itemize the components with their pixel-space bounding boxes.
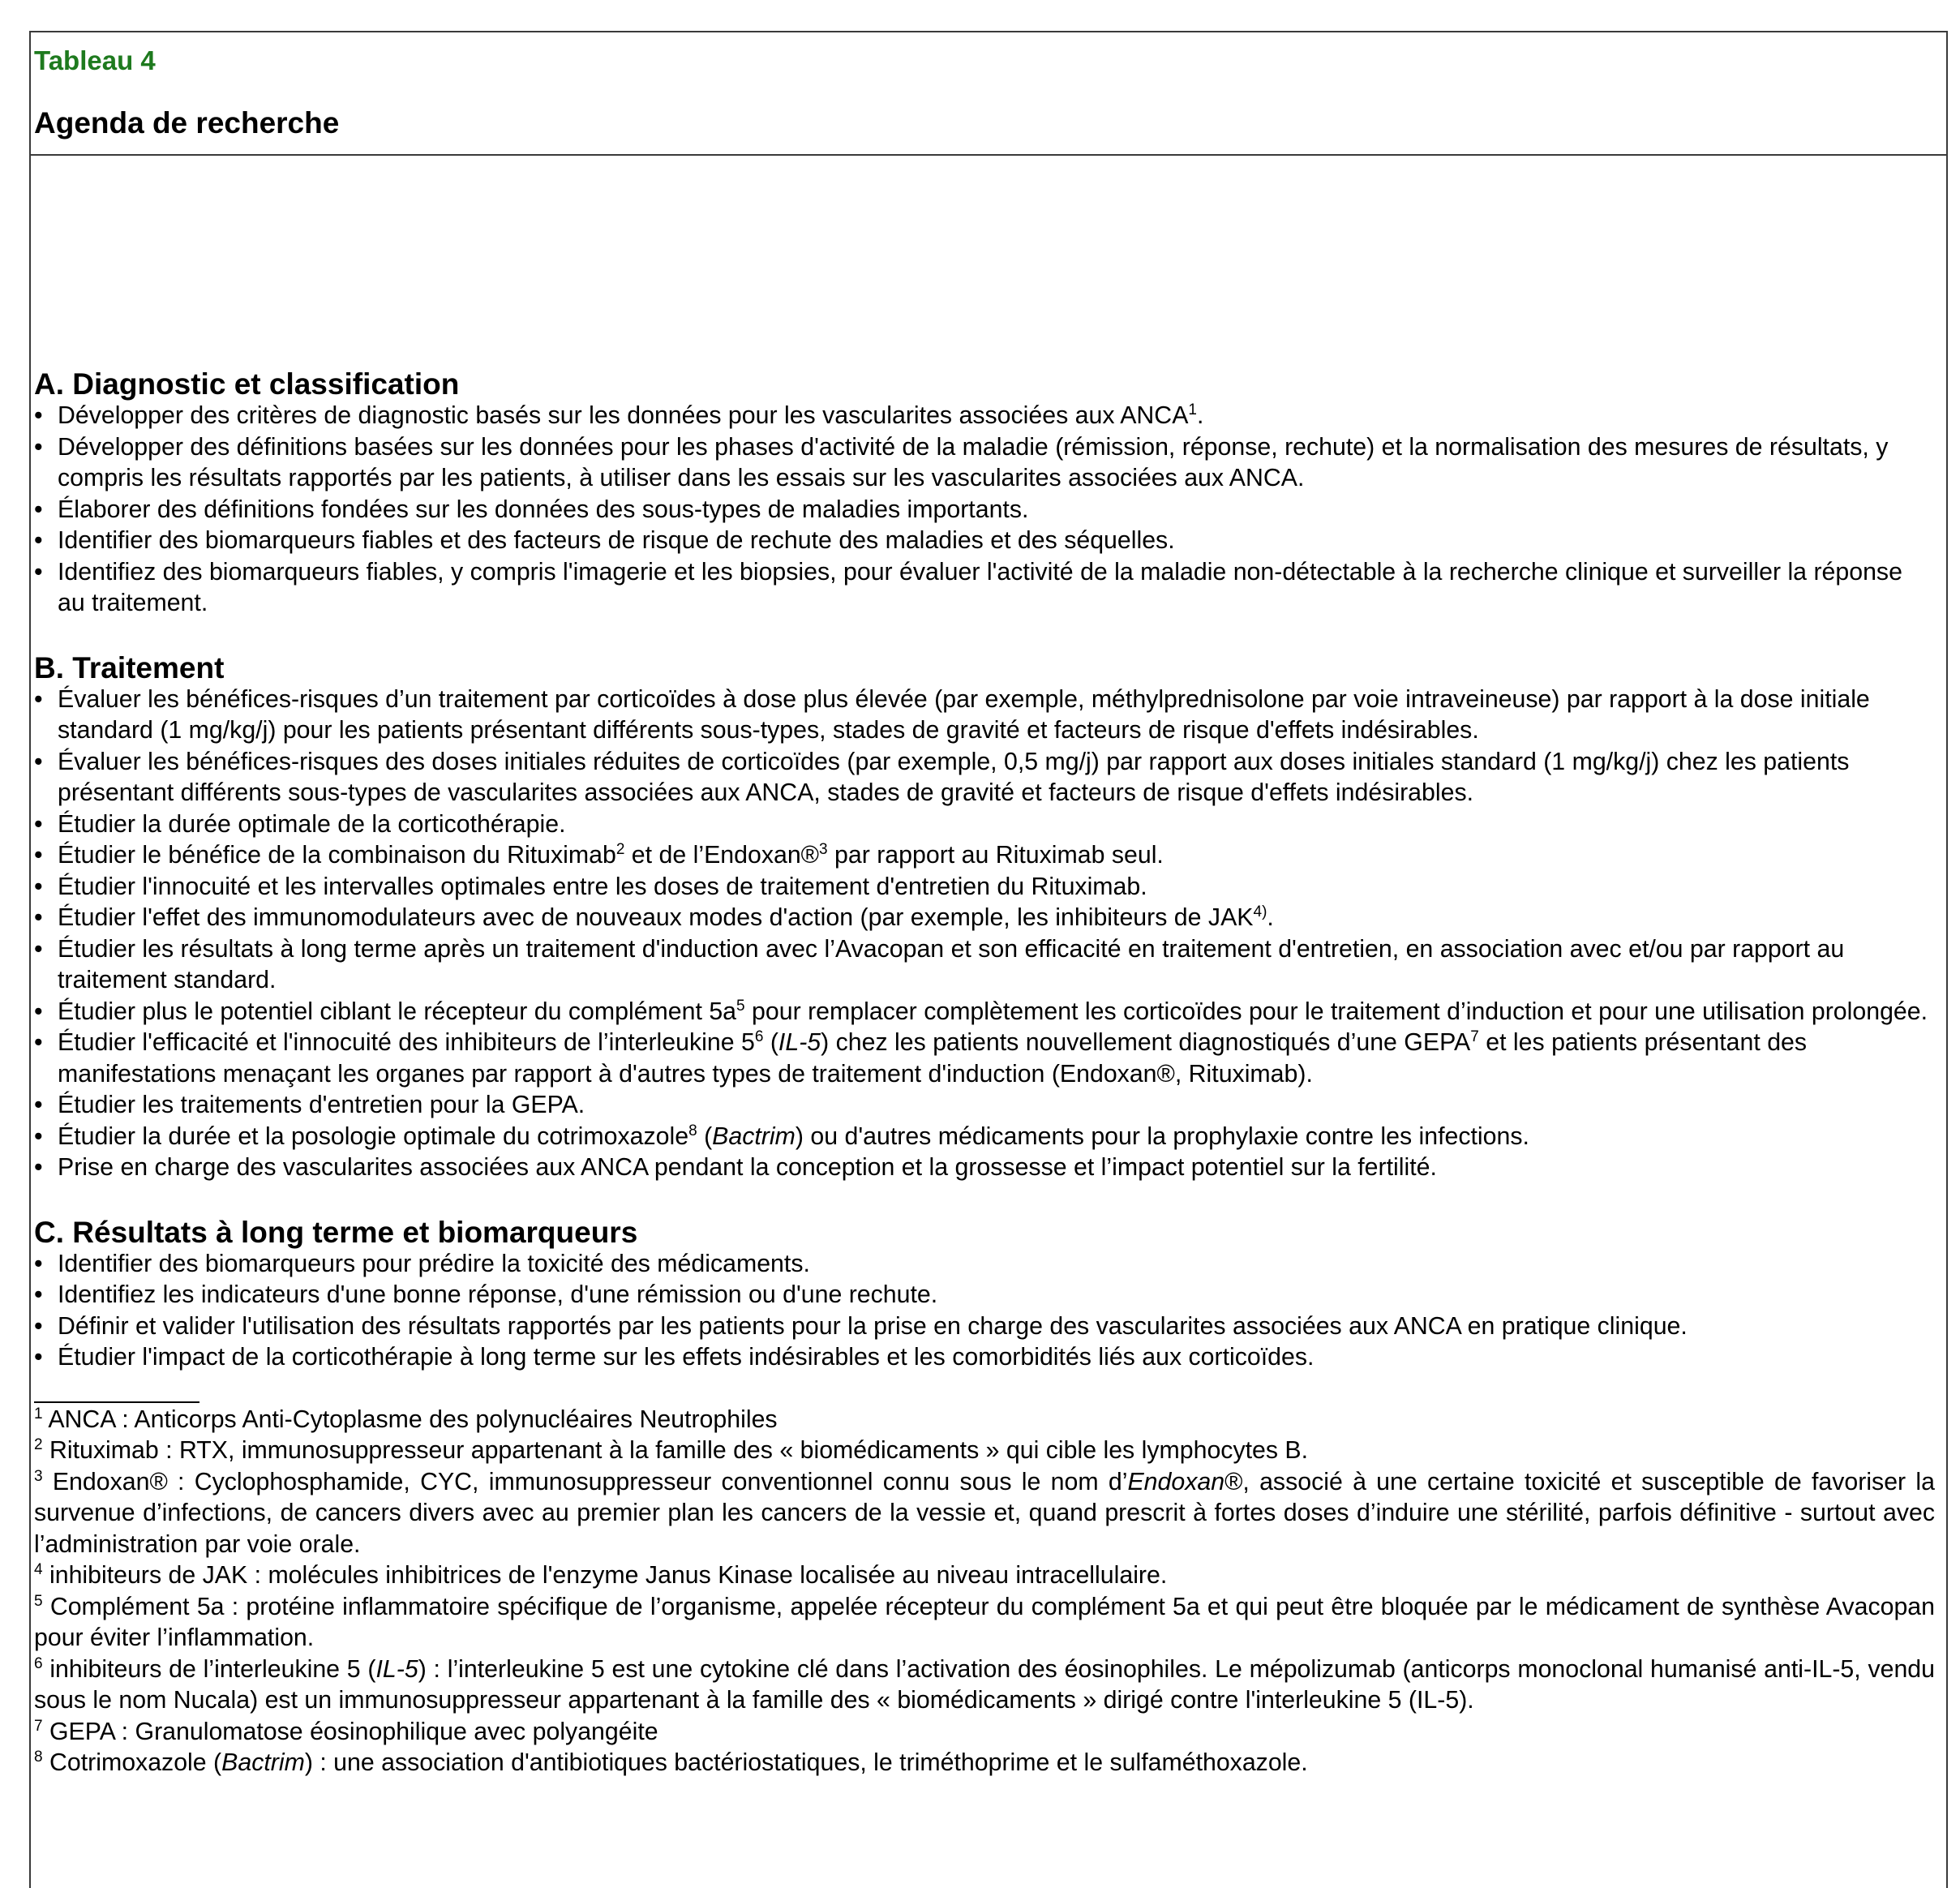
section-b-list xyxy=(34,684,1935,1184)
footnote: $^8$ Cotrimoxazole (Bactrim) : une association d'antibiotiques bactériostatiques, le triméthoprime et le sulfaméthoxazole. xyxy=(34,1748,1308,1776)
list-item: • Identifier des biomarqueurs pour prédire la toxicité des médicaments. xyxy=(34,1249,1935,1281)
list-item: • Étudier plus le potentiel ciblant le récepteur du complément $5a^5$ pour remplacer complètement les corticoïdes pour le traitement d’induction et pour une utilisation prolongée. xyxy=(34,997,1935,1028)
section-c-list xyxy=(34,1249,1935,1374)
table-header xyxy=(31,32,1946,156)
list-item: • Étudier l'innocuité et les intervalles optimales entre les doses de traitement d'entretien du Rituximab. xyxy=(34,872,1935,903)
footnotes xyxy=(34,1405,1935,1779)
section-a-heading: A. Diagnostic et classification xyxy=(34,367,460,401)
list-item: • Étudier la durée et la posologie optimale du cotrimoxazole$^8$ (Bactrim) ou d'autres médicaments pour la prophylaxie contre les infections. xyxy=(34,1122,1935,1153)
list-item: • Développer des critères de diagnostic basés sur les données pour les vascularites associées aux ANCA$^1$. xyxy=(34,401,1935,432)
table-number: Tableau 4 xyxy=(34,45,156,75)
list-item: • Étudier l'efficacité et l'innocuité des inhibiteurs de l’interleukine $5^6$ (IL-5) chez les patients nouvellement diagnostiqués d’une GEPA$^7$ et les patients présentant des manifestations menaçant les organes par rapport à d'autres types de traitement d'induction (Endoxan®, Rituximab). xyxy=(34,1028,1935,1090)
list-item: • Évaluer les bénéfices-risques des doses initiales réduites de corticoïdes (par exemple, 0,5 mg/j) par rapport aux doses initiales standard (1 mg/kg/j) chez les patients présentant différents sous-types de vascularites associées aux ANCA, stades de gravité et facteurs de risque d'effets indésirables. xyxy=(34,747,1935,809)
footnote: $^5$ Complément 5a : protéine inflammatoire spécifique de l’organisme, appelée récepteur du complément 5a et qui peut être bloquée par le médicament de synthèse Avacopan pour éviter l’inflammation. xyxy=(34,1592,1935,1651)
list-item: • Élaborer des définitions fondées sur les données des sous-types de maladies importants. xyxy=(34,495,1935,526)
list-item: • Identifiez des biomarqueurs fiables, y compris l'imagerie et les biopsies, pour évaluer l'activité de la maladie non-détectable à la recherche clinique et surveiller la réponse au traitement. xyxy=(34,557,1935,620)
section-c-heading: C. Résultats à long terme et biomarqueurs xyxy=(34,1215,638,1249)
list-item: • Développer des définitions basées sur les données pour les phases d'activité de la maladie (rémission, réponse, rechute) et la normalisation des mesures de résultats, y compris les résultats rapportés par les patients, à utiliser dans les essais sur les vascularites associées aux ANCA. xyxy=(34,432,1935,495)
list-item: • Prise en charge des vascularites associées aux ANCA pendant la conception et la grossesse et l’impact potentiel sur la fertilité. xyxy=(34,1152,1935,1184)
list-item: • Évaluer les bénéfices-risques d’un traitement par corticoïdes à dose plus élevée (par exemple, méthylprednisolone par voie intraveineuse) par rapport à la dose initiale standard (1 mg/kg/j) pour les patients présentant différents sous-types, stades de gravité et facteurs de risque d'effets indésirables. xyxy=(34,684,1935,747)
footnote: $^2$ Rituximab : RTX, immunosuppresseur appartenant à la famille des « biomédicaments » qui cible les lymphocytes B. xyxy=(34,1435,1309,1464)
list-item: • Identifier des biomarqueurs fiables et des facteurs de risque de rechute des maladies et des séquelles. xyxy=(34,526,1935,557)
footnote: $^1$ ANCA : Anticorps Anti-Cytoplasme des polynucléaires Neutrophiles xyxy=(34,1405,778,1433)
list-item: • Étudier le bénéfice de la combinaison du Rituximab$^2$ et de l’Endoxan®$^3$ par rapport au Rituximab seul. xyxy=(34,840,1935,872)
table-body xyxy=(31,156,1946,1779)
section-a-list xyxy=(34,401,1935,620)
table-frame xyxy=(29,31,1948,1888)
footnote: $^6$ inhibiteurs de l’interleukine 5 (IL-5) : l’interleukine 5 est une cytokine clé dans l’activation des éosinophiles. Le mépolizumab (anticorps monoclonal humanisé anti-IL-5, vendu sous le nom Nucala) est un immunosuppresseur appartenant à la famille des « biomédicaments » dirigé contre l'interleukine 5 (IL-5). xyxy=(34,1654,1936,1714)
list-item: • Étudier la durée optimale de la corticothérapie. xyxy=(34,809,1935,841)
footnote-separator xyxy=(34,1401,199,1403)
list-item: • Étudier les résultats à long terme après un traitement d'induction avec l’Avacopan et son efficacité en traitement d'entretien, en association avec et/ou par rapport au traitement standard. xyxy=(34,934,1935,997)
footnote: $^4$ inhibiteurs de JAK : molécules inhibitrices de l'enzyme Janus Kinase localisée au niveau intracellulaire. xyxy=(34,1560,1168,1589)
footnote: $^3$ Endoxan® : Cyclophosphamide, CYC, immunosuppresseur conventionnel connu sous le nom d’Endoxan®, associé à une certaine toxicité et susceptible de favoriser la survenue d’infections, de cancers divers avec au premier plan les cancers de la vessie et, quand prescrit à fortes doses d’induire une stérilité, parfois définitive - surtout avec l’administration par voie orale. xyxy=(34,1467,1935,1558)
list-item: • Identifiez les indicateurs d'une bonne réponse, d'une rémission ou d'une rechute. xyxy=(34,1280,1935,1311)
list-item: • Étudier l'impact de la corticothérapie à long terme sur les effets indésirables et les comorbidités liés aux corticoïdes. xyxy=(34,1342,1935,1374)
table-title: Agenda de recherche xyxy=(34,106,340,139)
footnote: $^7$ GEPA : Granulomatose éosinophilique avec polyangéite xyxy=(34,1717,658,1745)
list-item: • Étudier les traitements d'entretien pour la GEPA. xyxy=(34,1090,1935,1122)
list-item: • Étudier l'effet des immunomodulateurs avec de nouveaux modes d'action (par exemple, les inhibiteurs de JAK$^{4)}$. xyxy=(34,903,1935,934)
section-b-heading: B. Traitement xyxy=(34,650,225,684)
list-item: • Définir et valider l'utilisation des résultats rapportés par les patients pour la prise en charge des vascularites associées aux ANCA en pratique clinique. xyxy=(34,1311,1935,1343)
